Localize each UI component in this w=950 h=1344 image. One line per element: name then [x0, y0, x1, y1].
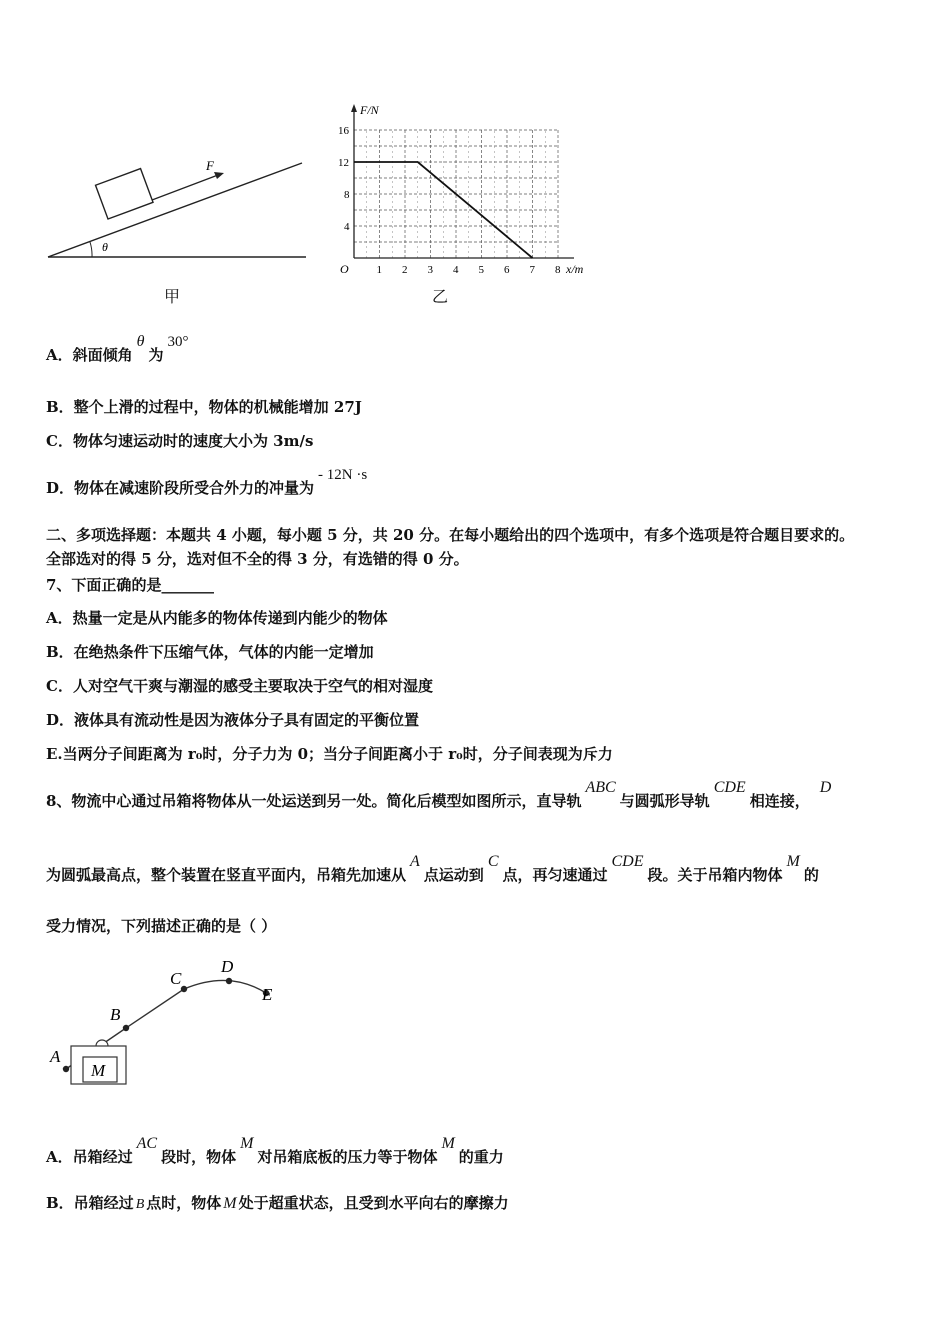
q8-text: 的重力 — [458, 1148, 504, 1166]
label-m: M — [91, 1061, 106, 1080]
x-tick-label: 4 — [453, 264, 459, 276]
y-tick-label: 12 — [338, 157, 349, 169]
caption-yi: 乙 — [432, 287, 449, 306]
x-tick-label: 2 — [402, 264, 408, 276]
origin-label: O — [340, 262, 349, 276]
q8-math-cde: CDE — [713, 779, 746, 796]
q8-math-a: A — [410, 853, 420, 870]
q7-option-c: C．人对空气干爽与潮湿的感受主要取决于空气的相对湿度 — [46, 677, 433, 695]
q8-math-b: B — [135, 1197, 145, 1212]
y-tick-label: 8 — [344, 189, 350, 201]
q8-math-abc: ABC — [585, 779, 616, 796]
force-arrowhead — [214, 172, 224, 179]
q7-option-a: A．热量一定是从内能多的物体传递到内能少的物体 — [46, 609, 388, 627]
incline-figure — [40, 150, 320, 270]
q8-math-m: M — [223, 1195, 237, 1212]
track-figure — [44, 950, 304, 1090]
q6-theta: θ — [136, 333, 145, 350]
x-tick-label: 8 — [555, 264, 561, 276]
y-axis-label: F/N — [360, 103, 379, 117]
q6-option-a-prefix: A．斜面倾角 — [46, 346, 133, 364]
q8-math-m: M — [441, 1135, 455, 1152]
angle-label: θ — [102, 240, 108, 254]
q8-math-c: C — [487, 853, 499, 870]
label-e: E — [262, 985, 273, 1004]
q8-option-a — [46, 1135, 504, 1167]
block — [96, 169, 154, 219]
q7-option-b: B．在绝热条件下压缩气体，气体的内能一定增加 — [46, 643, 374, 661]
x-axis-label: x/m — [566, 262, 584, 276]
x-tick-label: 7 — [529, 264, 535, 276]
q8-option-b — [46, 1192, 509, 1213]
section2-header-line1: 二、多项选择题：本题共 4 小题，每小题 5 分，共 20 分。在每小题给出的四个选项中，有多个选项是符合题目要求的。 — [46, 526, 855, 544]
q6-option-b: B．整个上滑的过程中，物体的机械能增加 27J — [46, 398, 362, 416]
x-tick-label: 3 — [427, 264, 433, 276]
q6-option-d — [46, 467, 371, 498]
label-c: C — [170, 969, 182, 988]
q8-text: 为圆弧最高点，整个装置在竖直平面内，吊箱先加速从 — [46, 866, 407, 884]
q8-text: 对吊箱底板的压力等于物体 — [257, 1148, 438, 1166]
q8-stem-line2 — [46, 853, 819, 885]
angle-arc — [90, 242, 92, 257]
q8-text: 8、物流中心通过吊箱将物体从一处运送到另一处。简化后模型如图所示，直导轨 — [46, 792, 582, 810]
point-b — [123, 1025, 129, 1031]
label-d: D — [221, 957, 234, 976]
q6-option-a-mid: 为 — [148, 346, 164, 364]
q8-math-ac: AC — [136, 1135, 158, 1152]
q8-text: 点，再匀速通过 — [502, 866, 608, 884]
q8-text: 处于超重状态，且受到水平向右的摩擦力 — [238, 1194, 509, 1212]
q8-text: 点时，物体 — [146, 1194, 222, 1212]
q8-stem-line3: 受力情况，下列描述正确的是（ ） — [46, 917, 277, 935]
caption-jia: 甲 — [164, 287, 181, 306]
q8-text: 与圆弧形导轨 — [619, 792, 710, 810]
q8-text: 段。关于吊箱内物体 — [647, 866, 783, 884]
q8-math-m: M — [786, 853, 800, 870]
q7-stem: 7、下面正确的是_______ — [46, 576, 214, 594]
q8-text: A．吊箱经过 — [46, 1148, 133, 1166]
q8-math-d: D — [819, 779, 832, 796]
force-arrow — [152, 175, 218, 200]
q8-math-m: M — [240, 1135, 254, 1152]
label-b: B — [110, 1005, 121, 1024]
q8-text: 点运动到 — [423, 866, 484, 884]
q8-stem-line1 — [46, 779, 835, 811]
section2-header-line2: 全部选对的得 5 分，选对但不全的得 3 分，有选错的得 0 分。 — [46, 550, 469, 568]
y-tick-label: 4 — [344, 221, 350, 233]
q8-text: 段时，物体 — [161, 1148, 237, 1166]
q8-text: B．吊箱经过 — [46, 1194, 134, 1212]
q6-option-a — [46, 333, 193, 365]
q6-option-c: C．物体匀速运动时的速度大小为 3m/s — [46, 432, 314, 450]
q8-text: 的 — [803, 866, 819, 884]
point-a — [63, 1066, 69, 1072]
incline-line — [48, 163, 302, 257]
q6-impulse-value: - 12N ·s — [318, 467, 368, 483]
x-tick-label: 5 — [478, 264, 484, 276]
q7-option-e: E.当两分子间距离为 r₀时，分子力为 0；当分子间距离小于 r₀时，分子间表现为斥力 — [46, 745, 613, 763]
q6-option-d-prefix: D．物体在减速阶段所受合外力的冲量为 — [46, 479, 315, 497]
y-tick-label: 16 — [338, 125, 349, 137]
q6-angle-value: 30° — [167, 334, 189, 350]
fx-chart — [320, 92, 610, 282]
y-axis-arrow — [351, 104, 357, 112]
label-a: A — [50, 1047, 61, 1066]
point-c — [181, 986, 187, 992]
q8-text: 相连接， — [749, 792, 810, 810]
force-label: F — [206, 158, 214, 173]
x-tick-label: 1 — [376, 264, 382, 276]
point-d — [226, 978, 232, 984]
q8-math-cde: CDE — [611, 853, 644, 870]
x-tick-label: 6 — [504, 264, 510, 276]
q7-option-d: D．液体具有流动性是因为液体分子具有固定的平衡位置 — [46, 711, 420, 729]
